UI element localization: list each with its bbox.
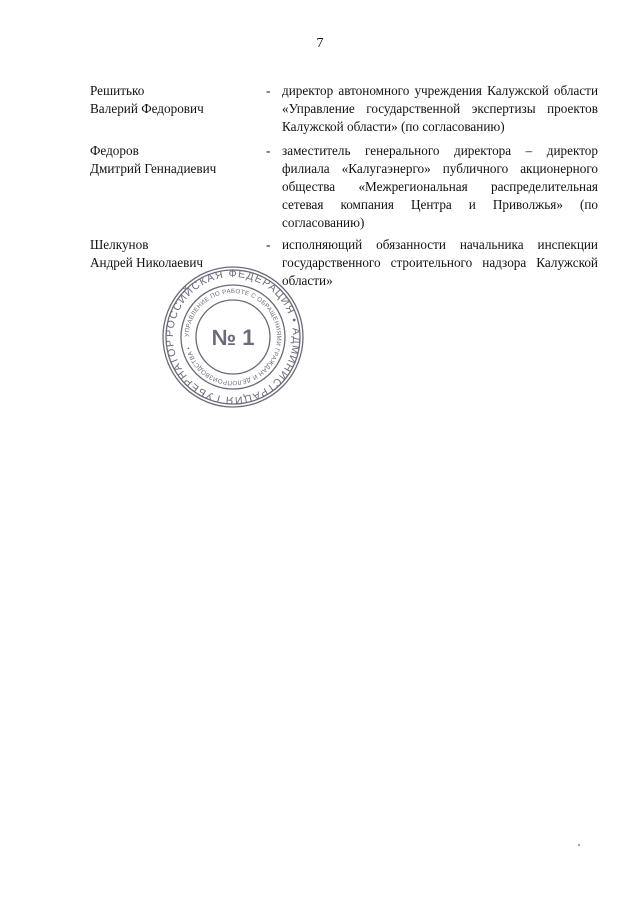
dash: - (266, 143, 271, 158)
page-number: 7 (316, 36, 324, 51)
position-description: директор автономного учреждения Калужской области «Управление государственной экспертизы проектов Калужской области» (по согласованию) (282, 83, 598, 134)
seal-icon (158, 262, 308, 412)
position-description: заместитель генерального директора – директор филиала «Калугаэнерго» публичного акционерного общества «Межрегиональная распределительная сетевая компания Центра и Приволжья» (по согласованию) (282, 143, 598, 230)
given-names: Андрей Николаевич (90, 255, 204, 270)
surname: Решитько (90, 83, 145, 98)
surname: Шелкунов (90, 237, 149, 252)
official-seal (158, 262, 308, 412)
svg-text:УПРАВЛЕНИЕ ПО РАБОТЕ С ОБРАЩЕН: УПРАВЛЕНИЕ ПО РАБОТЕ С ОБРАЩЕНИЯМИ ГРАЖДАН И ДЕЛОПРОИЗВОДСТВА • (183, 287, 283, 387)
given-names: Валерий Федорович (90, 101, 204, 116)
surname: Федоров (90, 143, 139, 158)
svg-text:РОССИЙСКАЯ ФЕДЕРАЦИЯ • АДМИНИС: РОССИЙСКАЯ ФЕДЕРАЦИЯ • АДМИНИСТРАЦИЯ ГУБЕРНАТОР (163, 267, 303, 407)
given-names: Дмитрий Геннадиевич (90, 161, 217, 176)
speck (578, 844, 580, 846)
person-name (90, 142, 260, 178)
position-description: исполняющий обязанности начальника инспекции государственного строительного надзора Калужской области» (282, 237, 598, 288)
dash: - (266, 237, 271, 252)
person-name (90, 82, 260, 118)
dash: - (266, 83, 271, 98)
svg-text:№ 1: № 1 (211, 325, 255, 350)
